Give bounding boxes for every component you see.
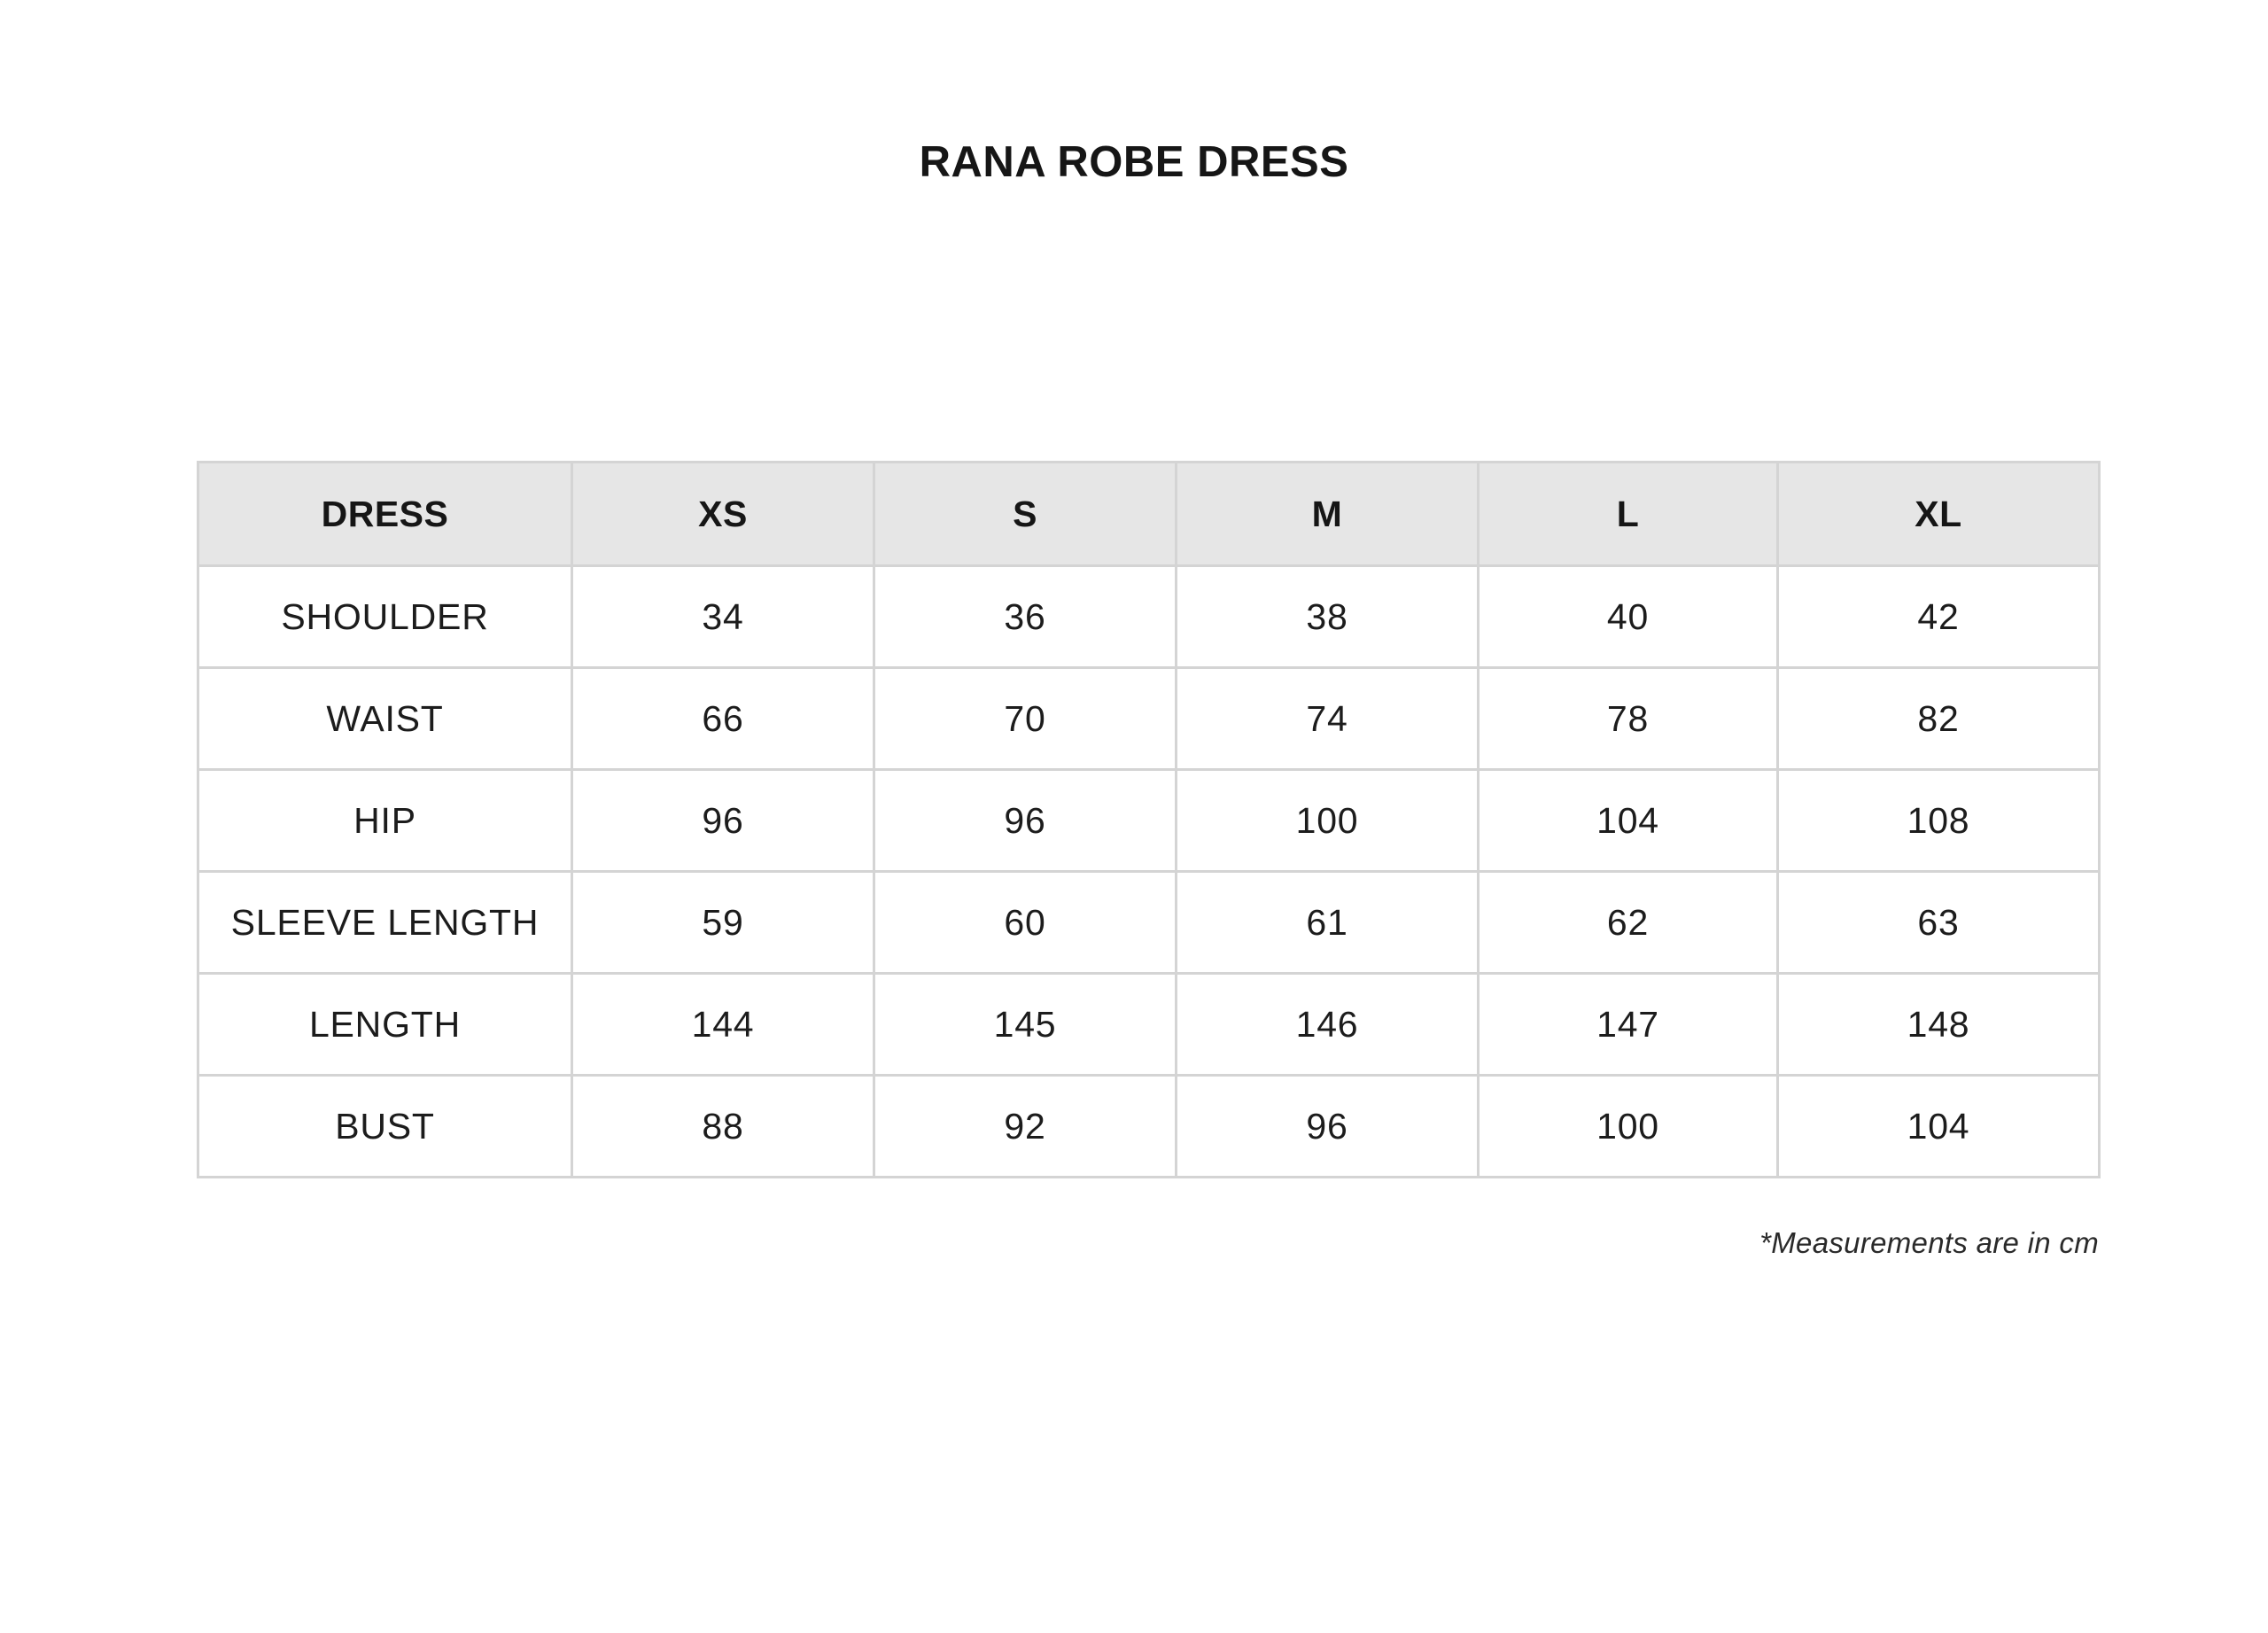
header-cell-s: S [874,463,1177,566]
table-cell: 100 [1177,770,1479,872]
header-cell-category: DRESS [198,463,572,566]
table-cell: 145 [874,974,1177,1076]
table-cell: 63 [1778,872,2100,974]
table-cell: 36 [874,566,1177,668]
header-cell-l: L [1479,463,1778,566]
table-cell: 88 [572,1076,874,1178]
row-label: BUST [198,1076,572,1178]
table-cell: 61 [1177,872,1479,974]
table-cell: 38 [1177,566,1479,668]
table-cell: 62 [1479,872,1778,974]
table-cell: 104 [1778,1076,2100,1178]
table-cell: 144 [572,974,874,1076]
header-cell-xs: XS [572,463,874,566]
table-cell: 78 [1479,668,1778,770]
table-row [198,770,2100,872]
table-header-row [198,463,2100,566]
table-row [198,566,2100,668]
table-row [198,974,2100,1076]
table-cell: 34 [572,566,874,668]
table-cell: 40 [1479,566,1778,668]
table-cell: 104 [1479,770,1778,872]
table-cell: 146 [1177,974,1479,1076]
header-cell-m: M [1177,463,1479,566]
table-row [198,1076,2100,1178]
table-cell: 92 [874,1076,1177,1178]
table-cell: 96 [874,770,1177,872]
table-cell: 147 [1479,974,1778,1076]
table-cell: 82 [1778,668,2100,770]
row-label: SHOULDER [198,566,572,668]
header-cell-xl: XL [1778,463,2100,566]
measurement-unit-note: *Measurements are in cm [1759,1226,2099,1259]
table-cell: 70 [874,668,1177,770]
table-row [198,872,2100,974]
table-cell: 96 [572,770,874,872]
table-cell: 74 [1177,668,1479,770]
page-title: RANA ROBE DRESS [919,138,1349,186]
row-label: SLEEVE LENGTH [198,872,572,974]
table-cell: 59 [572,872,874,974]
table-cell: 108 [1778,770,2100,872]
table-cell: 96 [1177,1076,1479,1178]
table-cell: 66 [572,668,874,770]
table-cell: 100 [1479,1076,1778,1178]
row-label: HIP [198,770,572,872]
size-chart-table [197,461,2101,1178]
row-label: WAIST [198,668,572,770]
table-cell: 60 [874,872,1177,974]
table-cell: 42 [1778,566,2100,668]
table-cell: 148 [1778,974,2100,1076]
table-row [198,668,2100,770]
row-label: LENGTH [198,974,572,1076]
